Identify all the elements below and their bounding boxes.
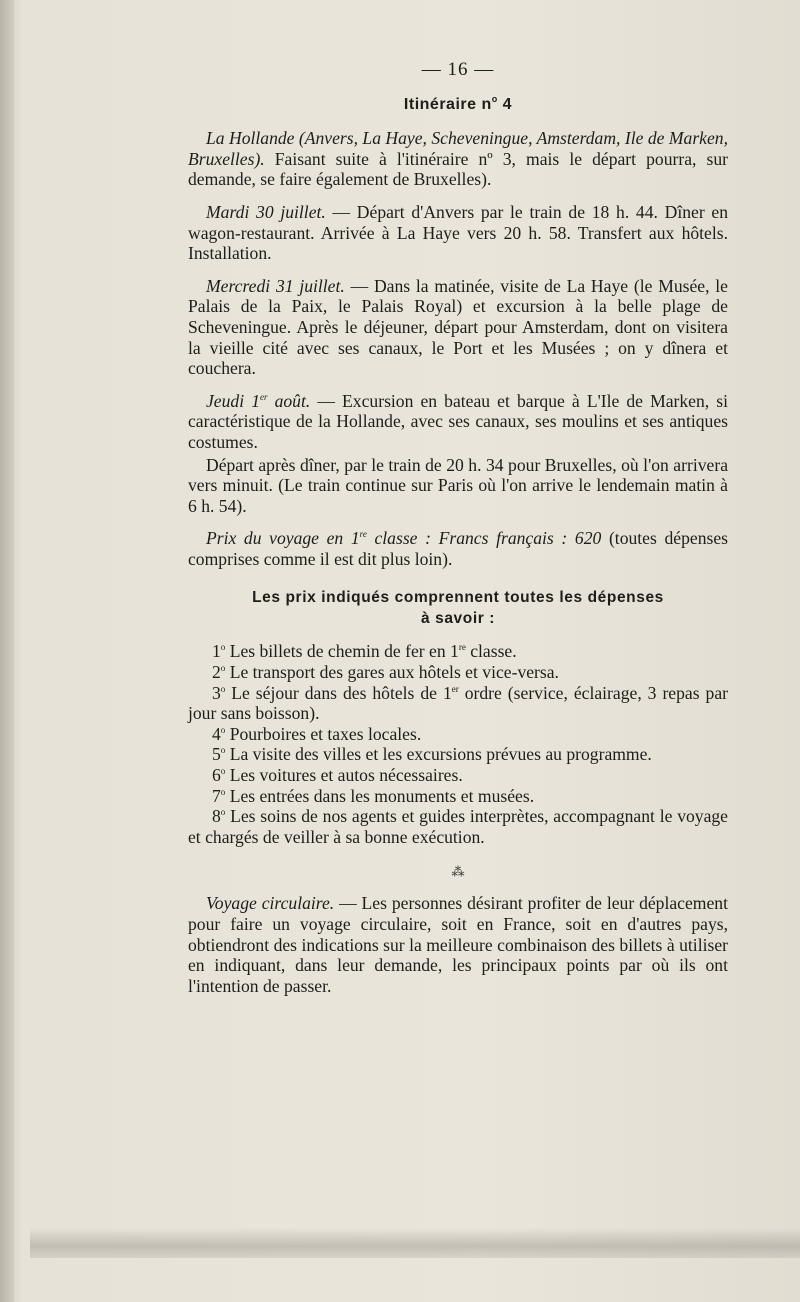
day-text: — Dans la matinée, visite de La Haye (le Musée, le Palais de la Paix, le Palais Royal) et excursion à la belle plage de Scheveningue. Après le déjeuner, départ pour Amsterdam, dont on visitera la vieille cité avec ses canaux, le Port et les Musées ; on y dînera et couchera. xyxy=(188,275,728,379)
list-item: 2$^o$ Le transport des gares aux hôtels et vice-versa. xyxy=(212,662,559,683)
price-note: (toutes dépenses comprises comme il est dit plus loin). xyxy=(188,528,728,569)
day-date: Mardi 30 juillet. xyxy=(206,201,326,222)
title-prefix: Itinéraire n xyxy=(403,95,492,113)
included-header xyxy=(178,587,738,629)
intro-text: Faisant suite à l'itinéraire nº 3, mais le départ pourra, sur demande, se faire également de Bruxelles). xyxy=(188,148,728,190)
itinerary-title xyxy=(188,95,728,116)
included-header-line1: Les prix indiqués comprennent toutes les dépenses xyxy=(252,589,664,607)
day-paragraph xyxy=(188,276,728,379)
page-binding-edge xyxy=(0,0,14,1302)
list-item: 8$^o$ Les soins de nos agents et guides interprètes, accompagnant le voyage et chargés de veiller à sa bonne exécution. xyxy=(188,806,728,847)
circular-paragraph xyxy=(188,893,728,996)
title-number: 4 xyxy=(497,95,513,113)
page-number: — 16 — xyxy=(421,59,495,80)
list-item: 3$^o$ Le séjour dans des hôtels de 1er ordre (service, éclairage, 3 repas par jour sans boisson). xyxy=(188,682,728,724)
departure-paragraph: Départ après dîner, par le train de 20 h. 34 pour Bruxelles, où l'on arrivera vers minuit. (Le train continue sur Paris où l'on arrive le lendemain matin à 6 h. 54). xyxy=(188,454,728,516)
list-item: 1$^o$ Les billets de chemin de fer en 1re classe. xyxy=(212,641,517,662)
price-paragraph xyxy=(188,528,728,569)
circular-label: Voyage circulaire. xyxy=(206,893,335,914)
page-fold-shadow xyxy=(30,1228,800,1258)
price-label: Prix du voyage en 1re classe : Francs français : 620 xyxy=(206,528,602,549)
included-header-line2: à savoir : xyxy=(420,610,496,628)
day-date: Jeudi 1er août. xyxy=(206,390,311,411)
intro-paragraph xyxy=(188,128,728,190)
title-number-sup: o xyxy=(491,93,498,104)
day-date: Mercredi 31 juillet. xyxy=(206,275,345,296)
day-paragraph xyxy=(188,202,728,264)
document-body xyxy=(188,60,728,996)
asterism-separator: ⁂ xyxy=(451,864,465,880)
day-text: — Départ d'Anvers par le train de 18 h. 44. Dîner en wagon-restaurant. Arrivée à La Haye vers 20 h. 58. Transfert aux hôtels. Installation. xyxy=(188,201,728,264)
day-text: — Excursion en bateau et barque à L'Ile de Marken, si caractéristique de la Hollande, avec ses canaux, ses moulins et ses antiques costumes. xyxy=(188,390,729,452)
day-paragraph xyxy=(188,391,728,453)
included-list xyxy=(188,641,728,847)
list-item: 4$^o$ Pourboires et taxes locales. xyxy=(212,723,422,744)
list-item: 5$^o$ La visite des villes et les excursions prévues au programme. xyxy=(212,744,652,765)
intro-destinations: La Hollande (Anvers, La Haye, Scheveningue, Amsterdam, Ile de Marken, Bruxelles). xyxy=(188,128,728,169)
list-item: 7$^o$ Les entrées dans les monuments et musées. xyxy=(212,785,535,806)
circular-text: — Les personnes désirant profiter de leur déplacement pour faire un voyage circulaire, soit en France, soit en d'autres pays, obtiendront des indications sur la meilleure combinaison des billets à utiliser en indiquant, dans leur demande, les principaux points par où ils ont l'intention de passer. xyxy=(188,893,728,996)
list-item: 6$^o$ Les voitures et autos nécessaires. xyxy=(212,765,463,786)
